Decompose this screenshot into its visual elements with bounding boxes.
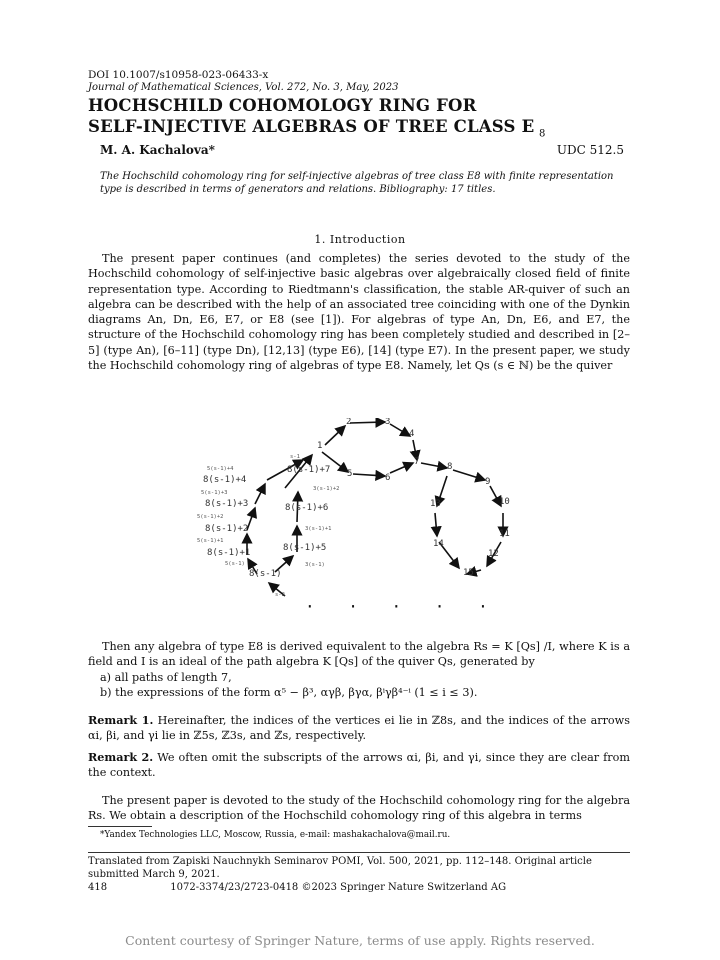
footer-line	[88, 882, 630, 893]
translation-note: Translated from Zapiski Nauchnykh Seminarov POMI, Vol. 500, 2021, pp. 112–148. Original article submitted March 9, 2021.	[88, 856, 592, 880]
vertex-6: 6	[385, 473, 391, 483]
vertex-1: 1	[317, 441, 323, 451]
footnote-divider	[88, 826, 152, 827]
paper-title	[88, 95, 546, 144]
vertex-8s: 8(s-1)	[249, 569, 282, 579]
journal-info: Journal of Mathematical Sciences, Vol. 272, No. 3, May, 2023	[88, 82, 399, 93]
quiver-diagram	[185, 418, 535, 618]
arrow-label-a-5s: 5(s-1)	[225, 561, 245, 567]
vertex-8s-3: 8(s-1)+3	[205, 499, 249, 509]
list-item-a: a) all paths of length 7,	[100, 670, 232, 684]
remark-1-text: Hereinafter, the indices of the vertices ei lie in ℤ8s, and the indices of the arrows αi, βi, and γi lie in ℤ5s, ℤ3s, and ℤs, respectively.	[88, 714, 630, 743]
arrow-label-b-3s2: 3(s-1)+2	[313, 486, 340, 492]
arrow-label-a-5s3: 5(s-1)+3	[201, 490, 228, 496]
remark-1	[88, 713, 630, 744]
arrow-label-b-3s1: 3(s-1)+1	[305, 526, 332, 532]
vertex-11: 11	[499, 529, 510, 539]
title-line-2: SELF-INJECTIVE ALGEBRAS OF TREE CLASS E $_8$	[88, 117, 546, 140]
closing-paragraph: The present paper is devoted to the study of the Hochschild cohomology ring for the algebra Rs. We obtain a description of the Hochschild cohomology ring of this algebra in terms	[88, 794, 630, 823]
vertex-15: 15	[463, 568, 474, 578]
vertex-8s-1: 8(s-1)+1	[207, 548, 251, 558]
courtesy-notice: Content courtesy of Springer Nature, terms of use apply. Rights reserved.	[125, 933, 595, 948]
equivalence-text: Then any algebra of type E8 is derived equivalent to the algebra Rs = K [Qs] /I, where K is a field and I is an ideal of the path algebra K [Qs] of the quiver Qs, generated by	[88, 640, 630, 669]
title-subscript: 8	[539, 128, 546, 140]
vertex-8s-5: 8(s-1)+5	[283, 543, 327, 553]
page-number: 418	[88, 882, 108, 893]
section-title: 1. Introduction	[314, 233, 406, 246]
list-item-b: b) the expressions of the form α⁵ − β³, αγβ, βγα, βⁱγβ⁴⁻ⁱ (1 ≤ i ≤ 3).	[100, 685, 478, 699]
vertex-4: 4	[409, 429, 415, 439]
intro-paragraph: The present paper continues (and completes) the series devoted to the study of the Hochschild cohomology of self-injective basic algebras over algebraically closed field of finite representation type. According to Riedtmann's classification, the stable AR-quiver of such an algebra can be described with the help of an associated tree coinciding with one of the Dynkin diagrams An, Dn, E6, E7, or E8 (see [1]). For algebras of type An, Dn, E6, and E7, the structure of the Hochschild cohomology ring has been completely studied and described in [2–5] (type An), [6–11] (type Dn), [12,13] (type E6), [14] (type E7). In the present paper, we study the Hochschild cohomology ring of algebras of type E8. Namely, let Qs (s ∈ ℕ) be the quiver	[88, 252, 630, 373]
udc-code: UDC 512.5	[556, 143, 624, 157]
vertex-10: 10	[499, 497, 510, 507]
footer-divider	[88, 852, 630, 853]
vertex-9: 9	[485, 477, 491, 487]
diagram-dots: · · · · ·	[305, 597, 500, 616]
remark-2-label: Remark 2.	[88, 750, 154, 764]
vertex-8s-6: 8(s-1)+6	[285, 503, 329, 513]
vertex-8s-2: 8(s-1)+2	[205, 524, 249, 534]
vertex-3: 3	[385, 418, 391, 427]
vertex-2: 2	[346, 418, 352, 427]
vertex-13: 13	[430, 499, 441, 509]
arrow-label-g-s1: s-1	[290, 454, 300, 460]
equivalence-paragraph	[88, 639, 630, 700]
arrow-label-a-5s1: 5(s-1)+1	[197, 538, 224, 544]
remark-1-label: Remark 1.	[88, 713, 154, 727]
vertex-14: 14	[433, 539, 444, 549]
arrow-label-g-s2: s-2	[275, 592, 285, 598]
vertex-8: 8	[447, 462, 453, 472]
title-line-1: HOCHSCHILD COHOMOLOGY RING FOR	[88, 96, 477, 115]
vertex-8s-4: 8(s-1)+4	[203, 475, 247, 485]
footnote: *Yandex Technologies LLC, Moscow, Russia, e-mail: mashakachalova@mail.ru.	[100, 830, 451, 840]
author: M. A. Kachalova*	[100, 143, 215, 157]
arrow-label-b-3s: 3(s-1)	[305, 562, 325, 568]
vertex-5: 5	[347, 469, 353, 479]
issn-copyright: 1072-3374/23/2723-0418 ©2023 Springer Nature Switzerland AG	[170, 882, 507, 893]
abstract: The Hochschild cohomology ring for self-injective algebras of tree class E8 with finite representation type is described in terms of generators and relations. Bibliography: 17 titles.	[100, 171, 614, 195]
remark-2	[88, 750, 630, 781]
vertex-12: 12	[488, 549, 499, 559]
remark-2-text: We often omit the subscripts of the arrows αi, βi, and γi, since they are clear from the context.	[88, 751, 630, 780]
vertex-8s-7: 8(s-1)+7	[287, 465, 331, 475]
doi: DOI 10.1007/s10958-023-06433-x	[88, 69, 269, 81]
arrow-label-a-5s2: 5(s-1)+2	[197, 514, 224, 520]
vertex-7: 7	[414, 457, 420, 467]
arrow-label-a-5s4: 5(s-1)+4	[207, 466, 234, 472]
